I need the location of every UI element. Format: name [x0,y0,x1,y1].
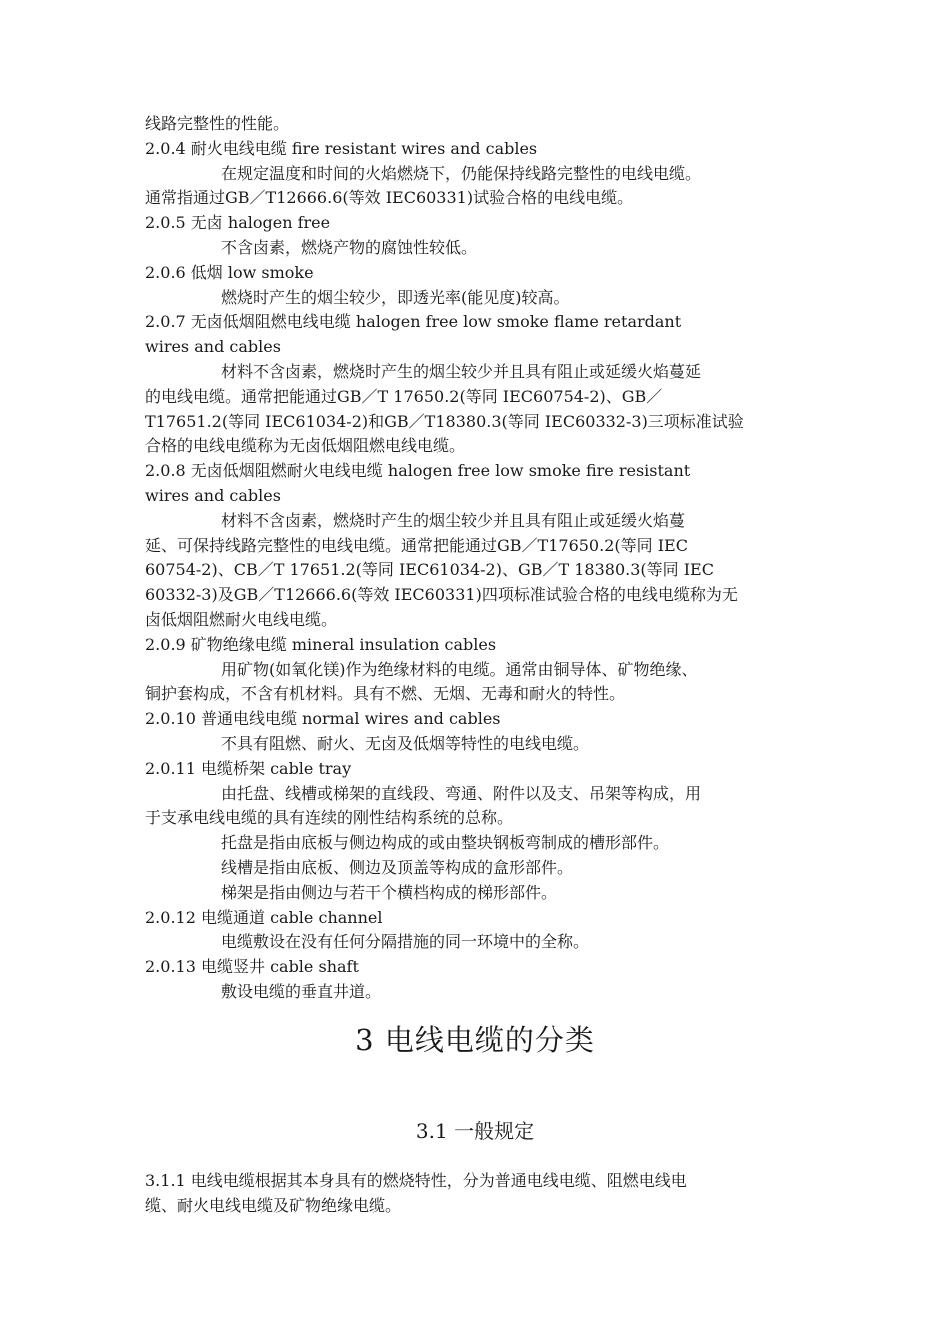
clause-heading: 2.0.12 电缆通道 cable channel [145,907,383,927]
text-line: 60332-3)及GB／T12666.6(等效 IEC60331)四项标准试验合格的电线电缆称为无 [145,585,738,605]
text-line: 电缆敷设在没有任何分隔措施的同一环境中的全称。 [221,932,590,952]
text-line: 材料不含卤素，燃烧时产生的烟尘较少并且具有阻止或延缓火焰蔓延 [221,361,702,381]
text-line: 敷设电缆的垂直井道。 [221,981,382,1001]
text-line: 梯架是指由侧边与若干个横档构成的梯形部件。 [221,882,558,902]
text-line: 卤低烟阻燃耐火电线电缆。 [145,609,338,629]
clause-heading: 2.0.10 普通电线电缆 normal wires and cables [145,709,501,729]
clause-heading: wires and cables [145,337,281,357]
text-line: 不含卤素，燃烧产物的腐蚀性较低。 [221,237,478,257]
clause-heading: 2.0.11 电缆桥架 cable tray [145,758,352,778]
text-line: 3.1.1 电线电缆根据其本身具有的燃烧特性，分为普通电线电缆、阻燃电线电 [145,1171,687,1190]
text-line: 线路完整性的性能。 [145,114,290,133]
text-line: 托盘是指由底板与侧边构成的或由整块钢板弯制成的槽形部件。 [221,833,670,853]
text-line: 的电线电缆。通常把能通过GB／T 17650.2(等同 IEC60754-2)、GB／ [145,386,663,406]
section-title: 3.1 一般规定 [415,1119,535,1143]
text-line: 铜护套构成，不含有机材料。具有不燃、无烟、无毒和耐火的特性。 [145,684,626,704]
text-line: 60754-2)、CB／T 17651.2(等同 IEC61034-2)、GB／T 18380.3(等同 IEC [145,560,714,580]
text-line: 不具有阻燃、耐火、无卤及低烟等特性的电线电缆。 [221,733,590,753]
document-body [145,112,815,1005]
clause-heading: 2.0.9 矿物绝缘电缆 mineral insulation cables [145,634,497,654]
clause-heading: wires and cables [145,485,281,505]
text-line: 缆、耐火电线电缆及矿物绝缘电缆。 [145,1195,402,1215]
text-line: 材料不含卤素，燃烧时产生的烟尘较少并且具有阻止或延缓火焰蔓 [221,510,686,530]
text-line: 通常指通过GB／T12666.6(等效 IEC60331)试验合格的电线电缆。 [145,188,634,208]
text-line: 线槽是指由底板、侧边及顶盖等构成的盒形部件。 [221,857,574,877]
clause-heading: 2.0.4 耐火电线电缆 fire resistant wires and cables [145,138,538,158]
text-line: 用矿物(如氧化镁)作为绝缘材料的电缆。通常由铜导体、矿物绝缘、 [221,659,698,679]
text-line: 在规定温度和时间的火焰燃烧下，仍能保持线路完整性的电线电缆。 [221,163,702,183]
bottom-paragraph [145,1169,805,1219]
text-line: 由托盘、线槽或梯架的直线段、弯通、附件以及支、吊架等构成，用 [221,783,702,803]
text-line: 于支承电线电缆的具有连续的刚性结构系统的总称。 [145,808,514,828]
text-line: 合格的电线电缆称为无卤低烟阻燃电线电缆。 [145,436,466,456]
chapter-title: 3 电线电缆的分类 [355,1023,595,1057]
text-line: T17651.2(等同 IEC61034-2)和GB／T18380.3(等同 IEC60332-3)三项标准试验 [145,411,744,431]
text-line: 燃烧时产生的烟尘较少，即透光率(能见度)较高。 [221,287,570,307]
clause-heading: 2.0.7 无卤低烟阻燃电线电缆 halogen free low smoke flame retardant [145,312,682,332]
clause-heading: 2.0.6 低烟 low smoke [145,262,314,282]
clause-heading: 2.0.8 无卤低烟阻燃耐火电线电缆 halogen free low smoke fire resistant [145,461,691,481]
text-line: 延、可保持线路完整性的电线电缆。通常把能通过GB／T17650.2(等同 IEC [145,535,688,555]
clause-heading: 2.0.13 电缆竖井 cable shaft [145,957,359,977]
clause-heading: 2.0.5 无卤 halogen free [145,213,331,233]
